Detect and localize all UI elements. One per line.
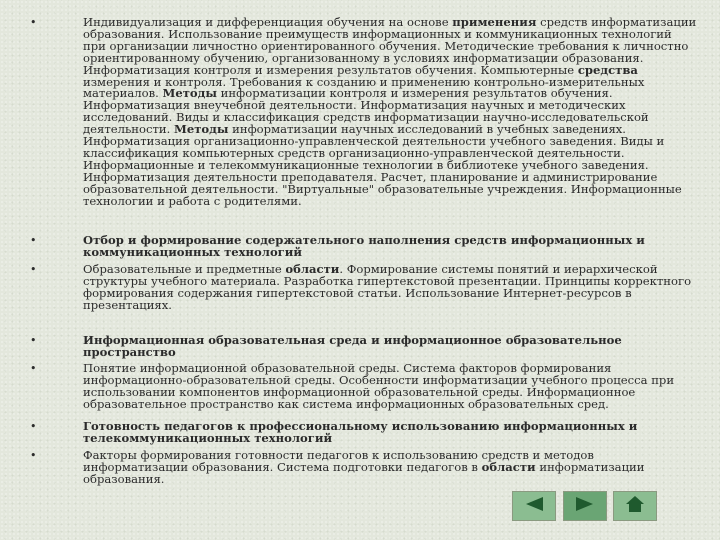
item-heading <box>67 235 697 259</box>
text-run: Образовательные и предметные <box>83 262 286 276</box>
arrow-left-icon <box>523 495 545 517</box>
item-text <box>67 450 697 486</box>
prev-slide-button[interactable] <box>512 491 556 521</box>
text-run: средств информатизации образования. Использование преимуществ информационных и коммуникационных технологий при организации личностно ориентированного обучения. Методические требования к личностно ориентированному обучению, организованному в условиях информатизации образования. Информатизация контроля и измерения результатов обучения. Компьютерные <box>83 15 697 77</box>
arrow-right-icon <box>574 495 596 517</box>
bold-text-run: применения <box>452 15 537 29</box>
bold-text-run: области <box>481 459 536 474</box>
list-item-5 <box>30 361 697 411</box>
text-run: . Формирование системы понятий и иерархической структуры учебного материала. Разработка гипертекстовой презентации. Принципы корректного формирования содержания гипертекстовой статьи. Использование Интернет-ресурсов в презентациях. <box>83 262 692 312</box>
list-item-2 <box>30 233 697 259</box>
bold-text-run: средства <box>577 62 638 77</box>
list-item-1 <box>30 15 697 208</box>
list-item-7 <box>30 448 697 486</box>
bold-text-run: Методы <box>162 86 217 101</box>
text-run: Факторы формирования готовности педагогов к использованию средств и методов информатизации образования. Система подготовки педагогов в <box>83 448 594 474</box>
next-slide-button[interactable] <box>563 491 607 521</box>
bullet: • <box>30 420 37 433</box>
text-run: Понятие информационной образовательной среды. Система факторов формирования информационно-образовательной среды. Особенности информатизации учебного процесса при использовании компонентов информационной образовательной среды. Информационное образовательное пространство как система информационных образовательных сред. <box>83 361 675 411</box>
bold-text-run: Отбор и формирование содержательного наполнения средств информационных и коммуникационных технологий <box>83 233 645 259</box>
bold-text-run: Информационная образовательная среда и информационное образовательное пространство <box>83 333 622 359</box>
bullet: • <box>30 449 37 462</box>
list-item-3 <box>30 262 697 312</box>
item-text <box>67 264 697 312</box>
bold-text-run: области <box>285 262 340 276</box>
bold-text-run: Готовность педагогов к профессиональному использованию информационных и телекоммуникационных технологий <box>83 419 638 445</box>
bullet: • <box>30 16 37 29</box>
text-run: информатизации контроля и измерения результатов обучения. Информатизация внеучебной деятельности. Информатизация научных и методических исследований. Виды и классификация средств информатизации научно-исследовательской деятельности. <box>83 86 649 137</box>
text-run: информатизации образования. <box>83 459 645 486</box>
item-heading <box>67 421 697 445</box>
text-run: Индивидуализация и дифференциация обучения на основе <box>83 15 453 29</box>
home-button[interactable] <box>613 491 657 521</box>
list-item-4 <box>30 333 697 359</box>
bold-text-run: Методы <box>173 122 229 137</box>
bullet: • <box>30 334 37 347</box>
item-text <box>67 363 697 411</box>
list-item-6 <box>30 419 697 445</box>
bullet: • <box>30 263 37 276</box>
text-run: информатизации научных исследований в учебных заведениях. Информатизация организационно-управленческой деятельности учебного заведения. Виды и классификация компьютерных средств организационно-управленческой деятельности. Информационные и телекоммуникационные технологии в библиотеке учебного заведения. Информатизация деятельности преподавателя. Расчет, планирование и администрирование образовательной деятельности. "Виртуальные" образовательные учреждения. Информационные технологии и работа с родителями. <box>83 122 682 208</box>
item-heading <box>67 335 697 359</box>
bullet: • <box>30 234 37 247</box>
item-text <box>67 17 697 208</box>
home-icon <box>624 494 646 518</box>
text-run: измерения и контроля. Требования к созданию и применению контрольно-измерительных материалов. <box>83 74 645 101</box>
bullet: • <box>30 362 37 375</box>
